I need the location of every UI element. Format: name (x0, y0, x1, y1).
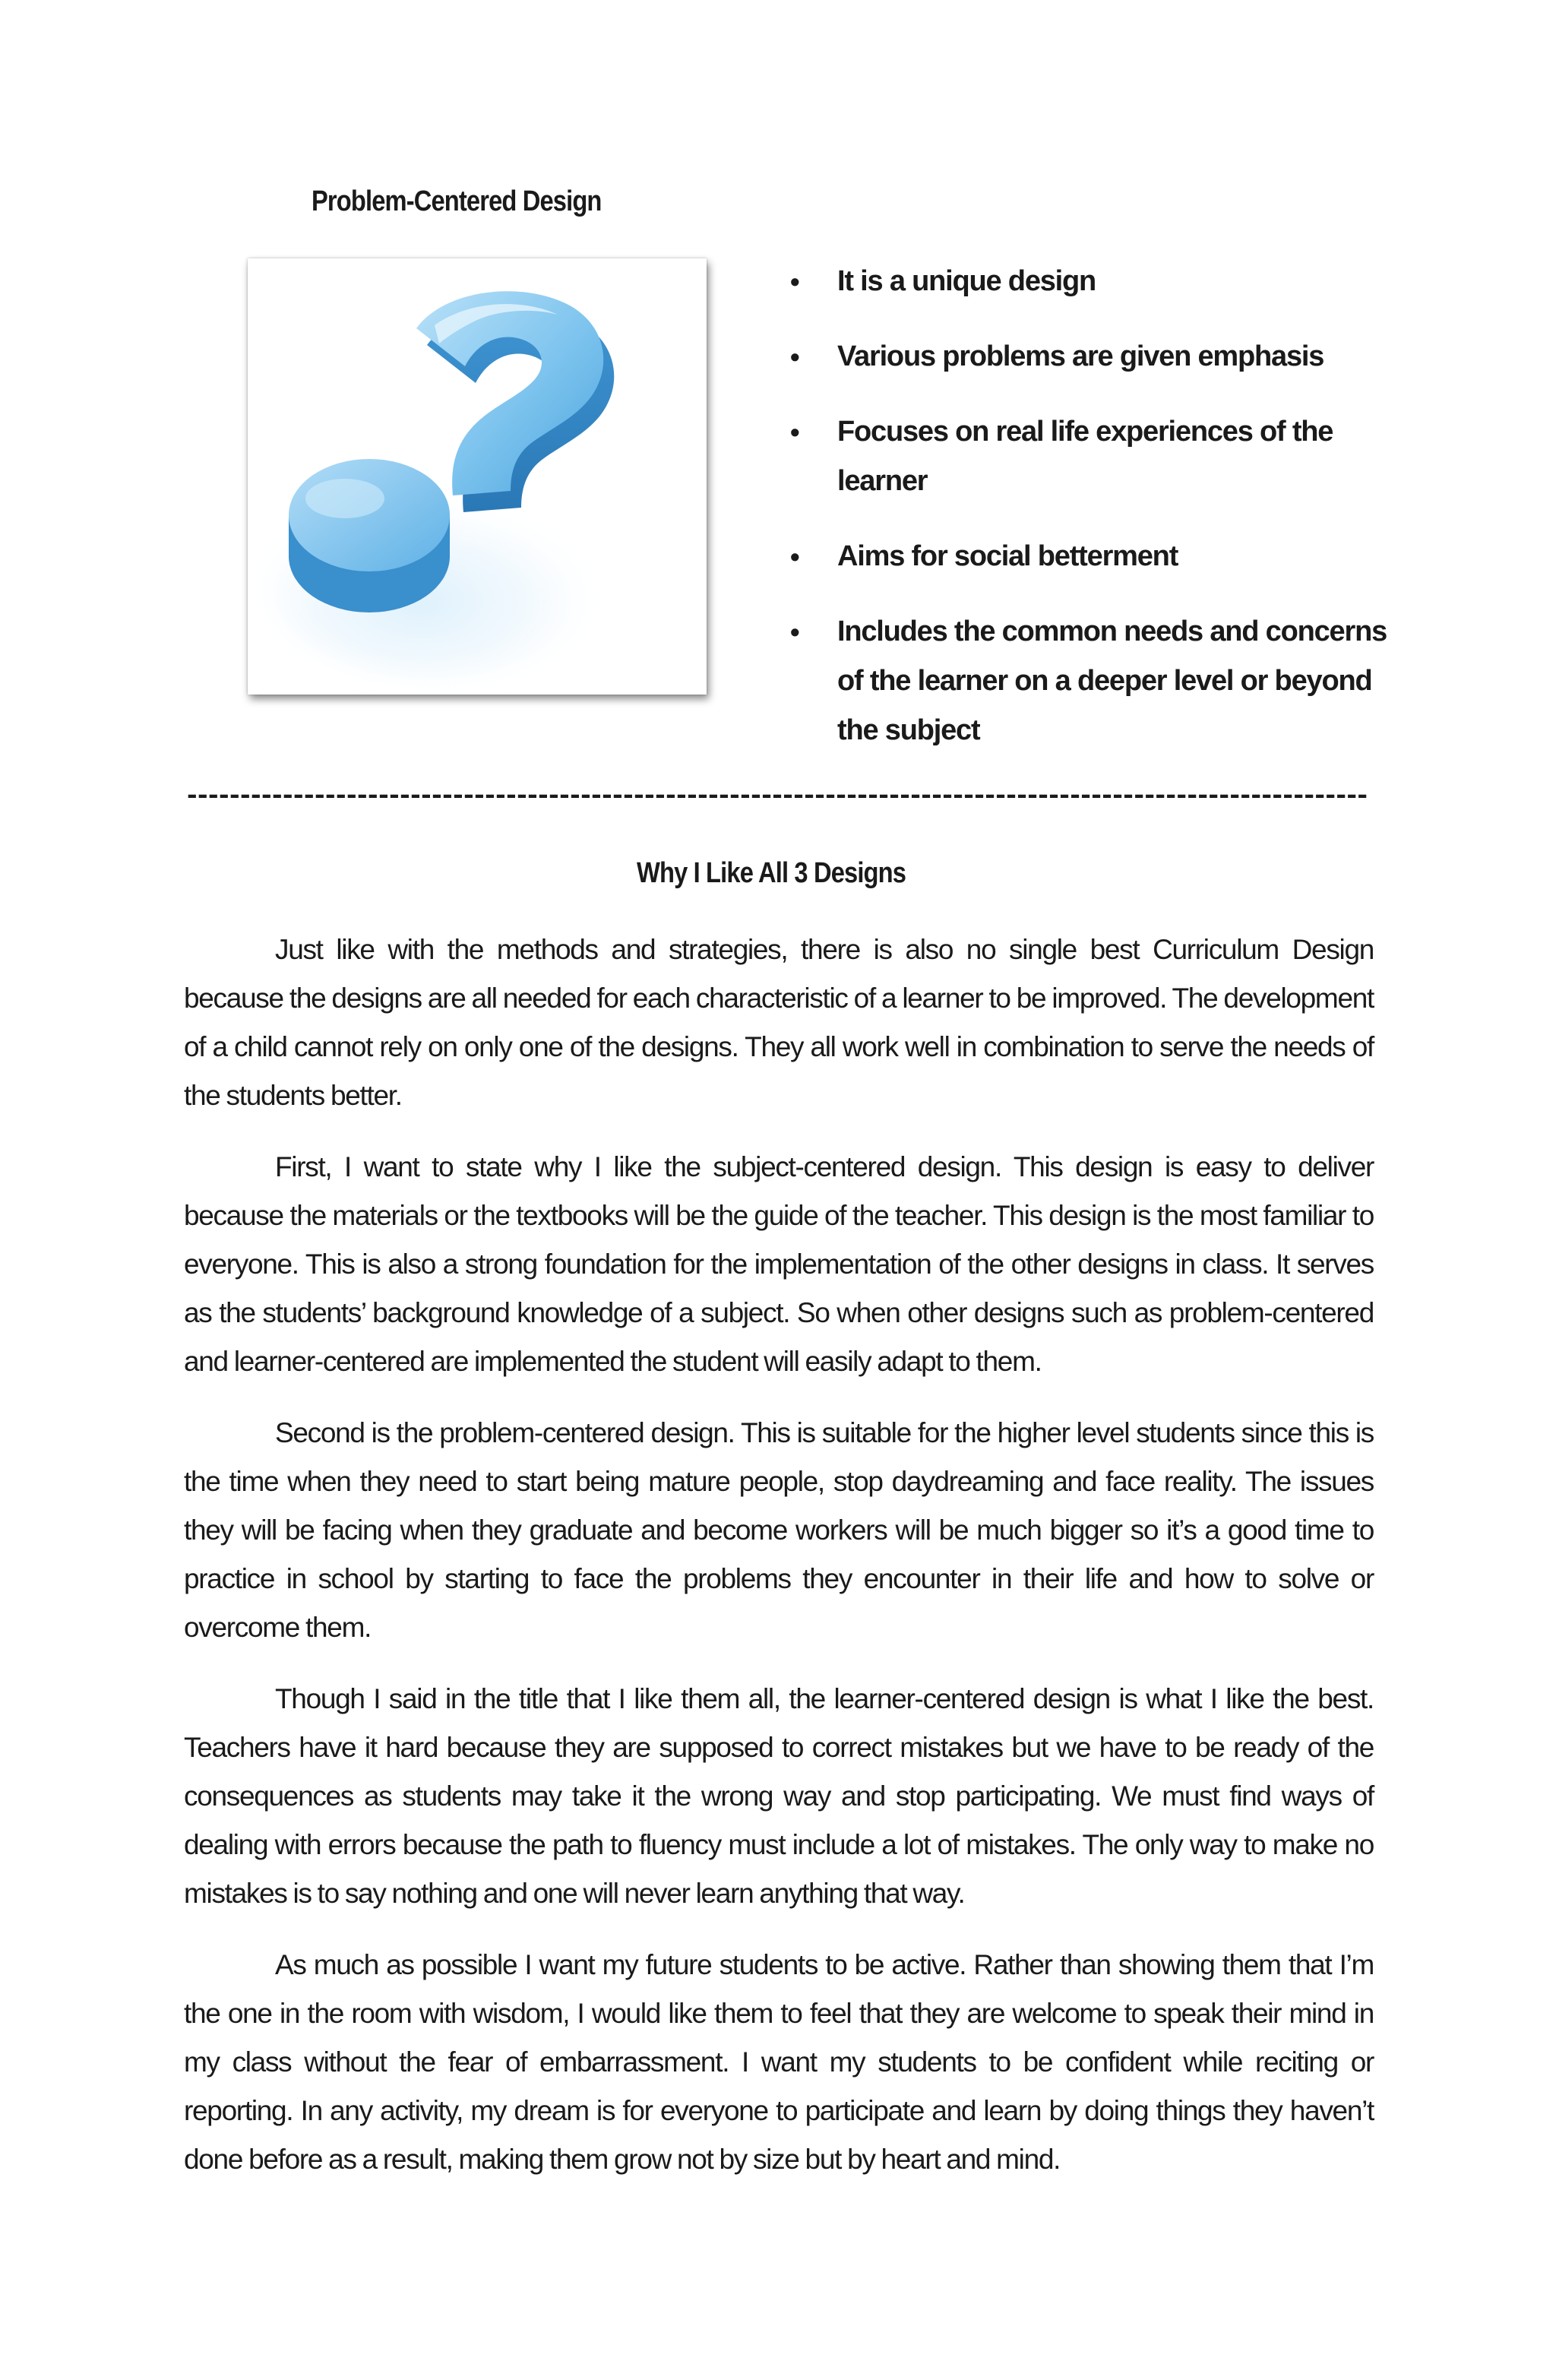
bullet-marker: • (790, 616, 799, 647)
dashed-divider: --------------------------------------------------------------------------------------------------------------- (184, 781, 1365, 812)
bullet-marker: • (790, 341, 799, 372)
question-mark-image (248, 258, 707, 695)
paragraph-subject-centered: First, I want to state why I like the subject-centered design. This design is easy to deliver because the materials or the textbooks will be the guide of the teacher. This design is the most familiar to everyone. This is also a strong foundation for the implementation of the other designs in class. It serves as the students’ background knowledge of a subject. So when other designs such as problem-centered and learner-centered are implemented the student will easily adapt to them. (184, 1151, 1374, 1377)
paragraph-future-students: As much as possible I want my future students to be active. Rather than showing them that I’m the one in the room with wisdom, I would like them to feel that they are welcome to speak their mind in my class without the fear of embarrassment. I want my students to be confident while reciting or reporting. In any activity, my dream is for everyone to participate and learn by doing things they haven’t done before as a result, making them grow not by size but by heart and mind. (184, 1949, 1374, 2175)
list-item (790, 332, 1375, 381)
feature-bullet-list (790, 257, 1387, 781)
paragraph-intro: Just like with the methods and strategies, there is also no single best Curriculum Design because the designs are all needed for each characteristic of a learner to be improved. The development of a child cannot rely on only one of the designs. They all work well in combination to serve the needs of the students better. (184, 934, 1374, 1111)
list-item (790, 407, 1375, 506)
section-heading-why-i-like: Why I Like All 3 Designs (637, 857, 906, 889)
list-item (790, 257, 1375, 306)
paragraph-problem-centered: Second is the problem-centered design. This is suitable for the higher level students since this is the time when they need to start being mature people, stop daydreaming and face reality. The issues they will be facing when they graduate and become workers will be much bigger so it’s a good time to practice in school by starting to face the problems they encounter in their life and how to solve or overcome them. (184, 1417, 1374, 1643)
bullet-text: Focuses on real life experiences of the learner (837, 416, 1333, 497)
bullet-text: Includes the common needs and concerns of the learner on a deeper level or beyond the subject (837, 616, 1387, 746)
list-item (790, 607, 1387, 755)
bullet-marker: • (790, 266, 799, 297)
question-mark-icon (248, 258, 707, 695)
section-heading-problem-centered: Problem-Centered Design (312, 185, 602, 217)
bullet-text: Aims for social betterment (837, 540, 1178, 572)
bullet-text: Various problems are given emphasis (837, 340, 1324, 372)
essay-body (184, 926, 1374, 2207)
bullet-marker: • (790, 541, 799, 572)
bullet-marker: • (790, 416, 799, 448)
list-item (790, 532, 1375, 581)
paragraph-learner-centered: Though I said in the title that I like them all, the learner-centered design is what I like the best. Teachers have it hard because they are supposed to correct mistakes but we have to be ready of the consequences as students may take it the wrong way and stop participating. We must find ways of dealing with errors because the path to fluency must include a lot of mistakes. The only way to make no mistakes is to say nothing and one will never learn anything that way. (184, 1683, 1374, 1909)
bullet-text: It is a unique design (837, 265, 1096, 297)
